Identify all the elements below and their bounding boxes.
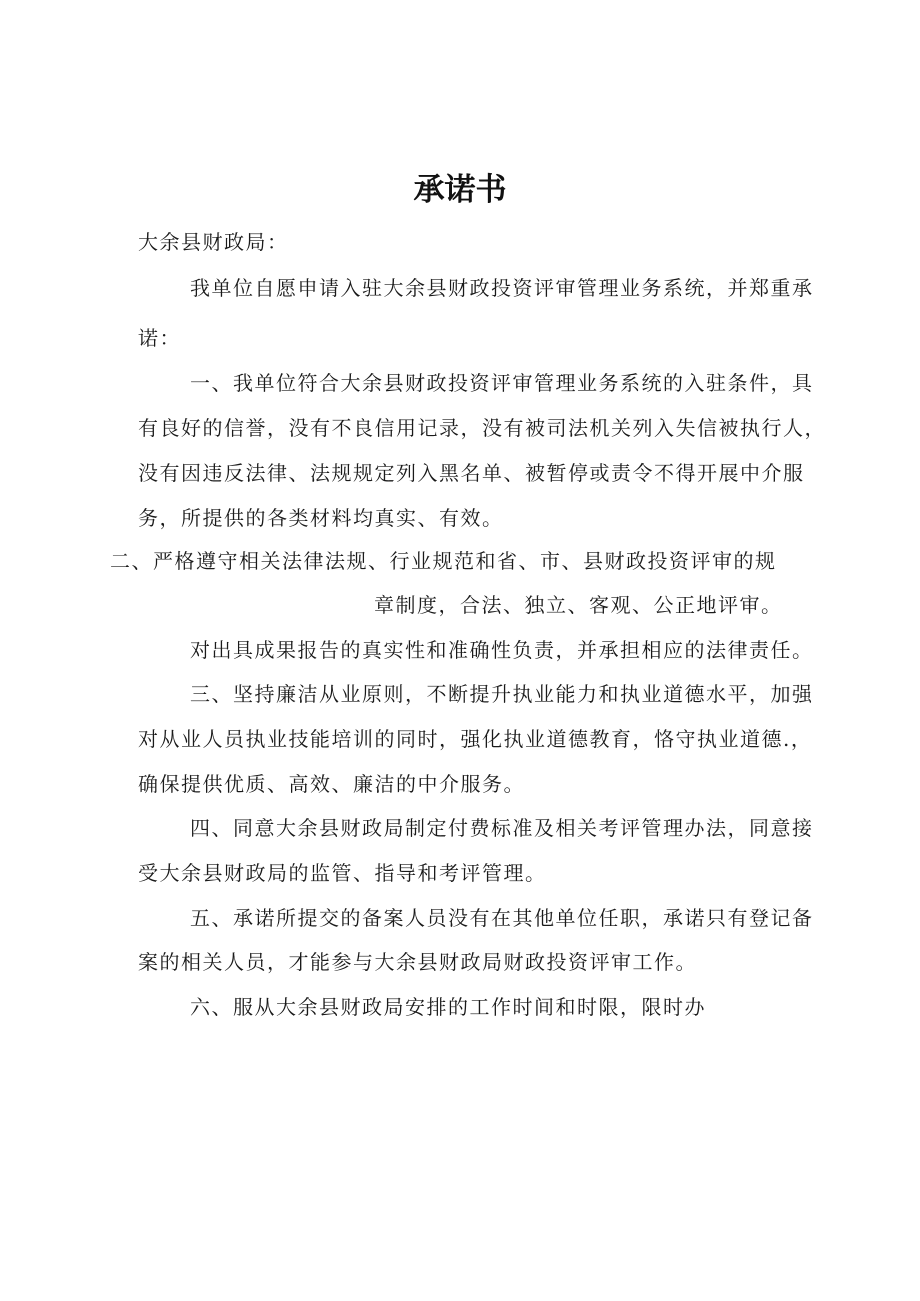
paragraph-line: 有良好的信誉，没有不良信用记录，没有被司法机关列入失信被执行人， bbox=[138, 416, 826, 440]
paragraph-line: 一、我单位符合大余县财政投资评审管理业务系统的入驻条件，具 bbox=[190, 371, 814, 395]
paragraph-line: 受大余县财政局的监管、指导和考评管理。 bbox=[138, 861, 547, 885]
paragraph-line: 六、服从大余县财政局安排的工作时间和时限，限时办 bbox=[190, 995, 706, 1019]
paragraph-line: 没有因违反法律、法规规定列入黑名单、被暂停或责令不得开展中介服 bbox=[138, 461, 805, 485]
paragraph-line: 务，所提供的各类材料均真实、有效。 bbox=[138, 506, 504, 530]
paragraph-line: 二、严格遵守相关法律法规、行业规范和省、市、县财政投资评审的规 bbox=[110, 549, 777, 573]
document-title: 承诺书 bbox=[413, 172, 507, 208]
paragraph-line: 诺： bbox=[138, 326, 181, 350]
paragraph-line: 案的相关人员，才能参与大余县财政局财政投资评审工作。 bbox=[138, 950, 697, 974]
paragraph-line: 三、坚持廉洁从业原则，不断提升执业能力和执业道德水平，加强 bbox=[190, 682, 814, 706]
paragraph-line: 我单位自愿申请入驻大余县财政投资评审管理业务系统，并郑重承 bbox=[190, 276, 814, 300]
paragraph-line: 对从业人员执业技能培训的同时，强化执业道德教育，恪守执业道德.， bbox=[138, 727, 813, 751]
addressee: 大余县财政局： bbox=[138, 230, 289, 254]
paragraph-line: 五、承诺所提交的备案人员没有在其他单位任职，承诺只有登记备 bbox=[190, 906, 814, 930]
paragraph-line: 四、同意大余县财政局制定付费标准及相关考评管理办法，同意接 bbox=[190, 816, 814, 840]
paragraph-line: 对出具成果报告的真实性和准确性负责，并承担相应的法律责任。 bbox=[190, 638, 814, 662]
paragraph-line: 确保提供优质、高效、廉洁的中介服务。 bbox=[138, 772, 525, 796]
paragraph-line: 章制度，合法、独立、客观、公正地评审。 bbox=[374, 593, 783, 617]
